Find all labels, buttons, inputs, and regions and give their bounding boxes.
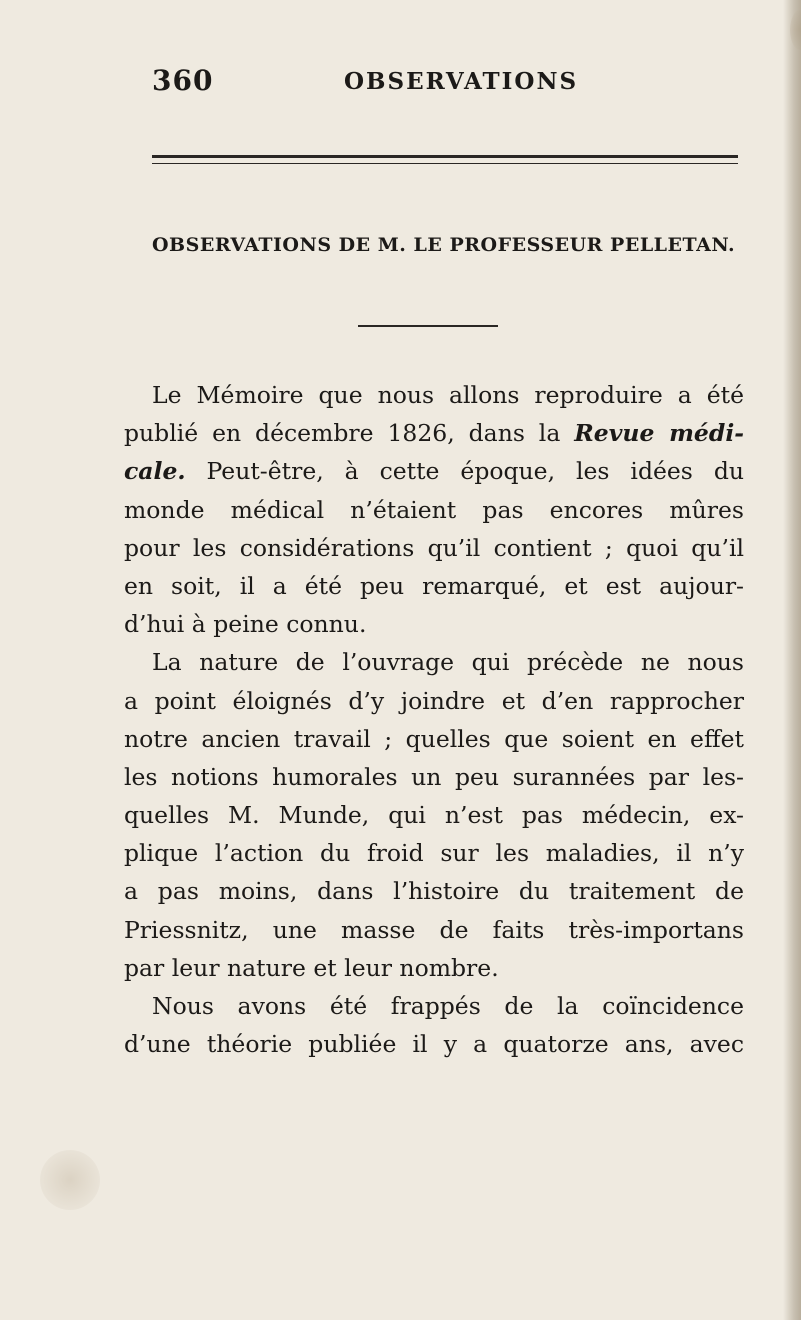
text-line: notre ancien travail ; quelles que soient en effet xyxy=(124,724,744,753)
text-line: quelles M. Munde, qui n’est pas médecin, ex- xyxy=(124,801,744,830)
text-line: a pas moins, dans l’histoire du traitement de xyxy=(124,877,744,906)
paper-stain xyxy=(40,1150,100,1210)
text-line xyxy=(124,414,744,452)
text-line: d’hui à peine connu. xyxy=(124,610,367,639)
text-line-with-italic: publié en décembre 1826, dans la Revue médi- xyxy=(124,419,744,448)
text-line: cale. Peut-être, à cette époque, les idées du xyxy=(124,457,744,486)
section-title: OBSERVATIONS DE M. LE PROFESSEUR PELLETAN. xyxy=(152,234,736,256)
body-text xyxy=(124,376,744,1063)
text-line: pour les considérations qu’il contient ; quoi qu’il xyxy=(124,533,744,562)
double-rule-thin xyxy=(152,163,738,164)
page-edge-shadow xyxy=(783,0,801,1320)
running-head xyxy=(152,64,742,104)
text-line: plique l’action du froid sur les maladies, il n’y xyxy=(124,839,744,868)
running-head-title: OBSERVATIONS xyxy=(344,68,579,95)
text-line: Le Mémoire que nous allons reproduire a été xyxy=(152,381,744,409)
text-line: La nature de l’ouvrage qui précède ne nous xyxy=(152,648,744,677)
double-rule-thick xyxy=(152,155,738,158)
text-line: a point éloignés d’y joindre et d’en rapprocher xyxy=(124,686,744,715)
text-line: Nous avons été frappés de la coïncidence xyxy=(152,992,744,1020)
text-line: les notions humorales un peu surannées par les- xyxy=(124,762,744,791)
text-line: d’une théorie publiée il y a quatorze ans, avec xyxy=(124,1030,744,1059)
page-number: 360 xyxy=(152,64,214,97)
text-line: Priessnitz, une masse de faits très-importans xyxy=(124,915,744,944)
text-line: monde médical n’étaient pas encores mûres xyxy=(124,495,744,524)
text-line: en soit, il a été peu remarqué, et est aujour- xyxy=(124,571,744,600)
text-line: par leur nature et leur nombre. xyxy=(124,953,499,982)
title-underline-rule xyxy=(358,325,498,327)
